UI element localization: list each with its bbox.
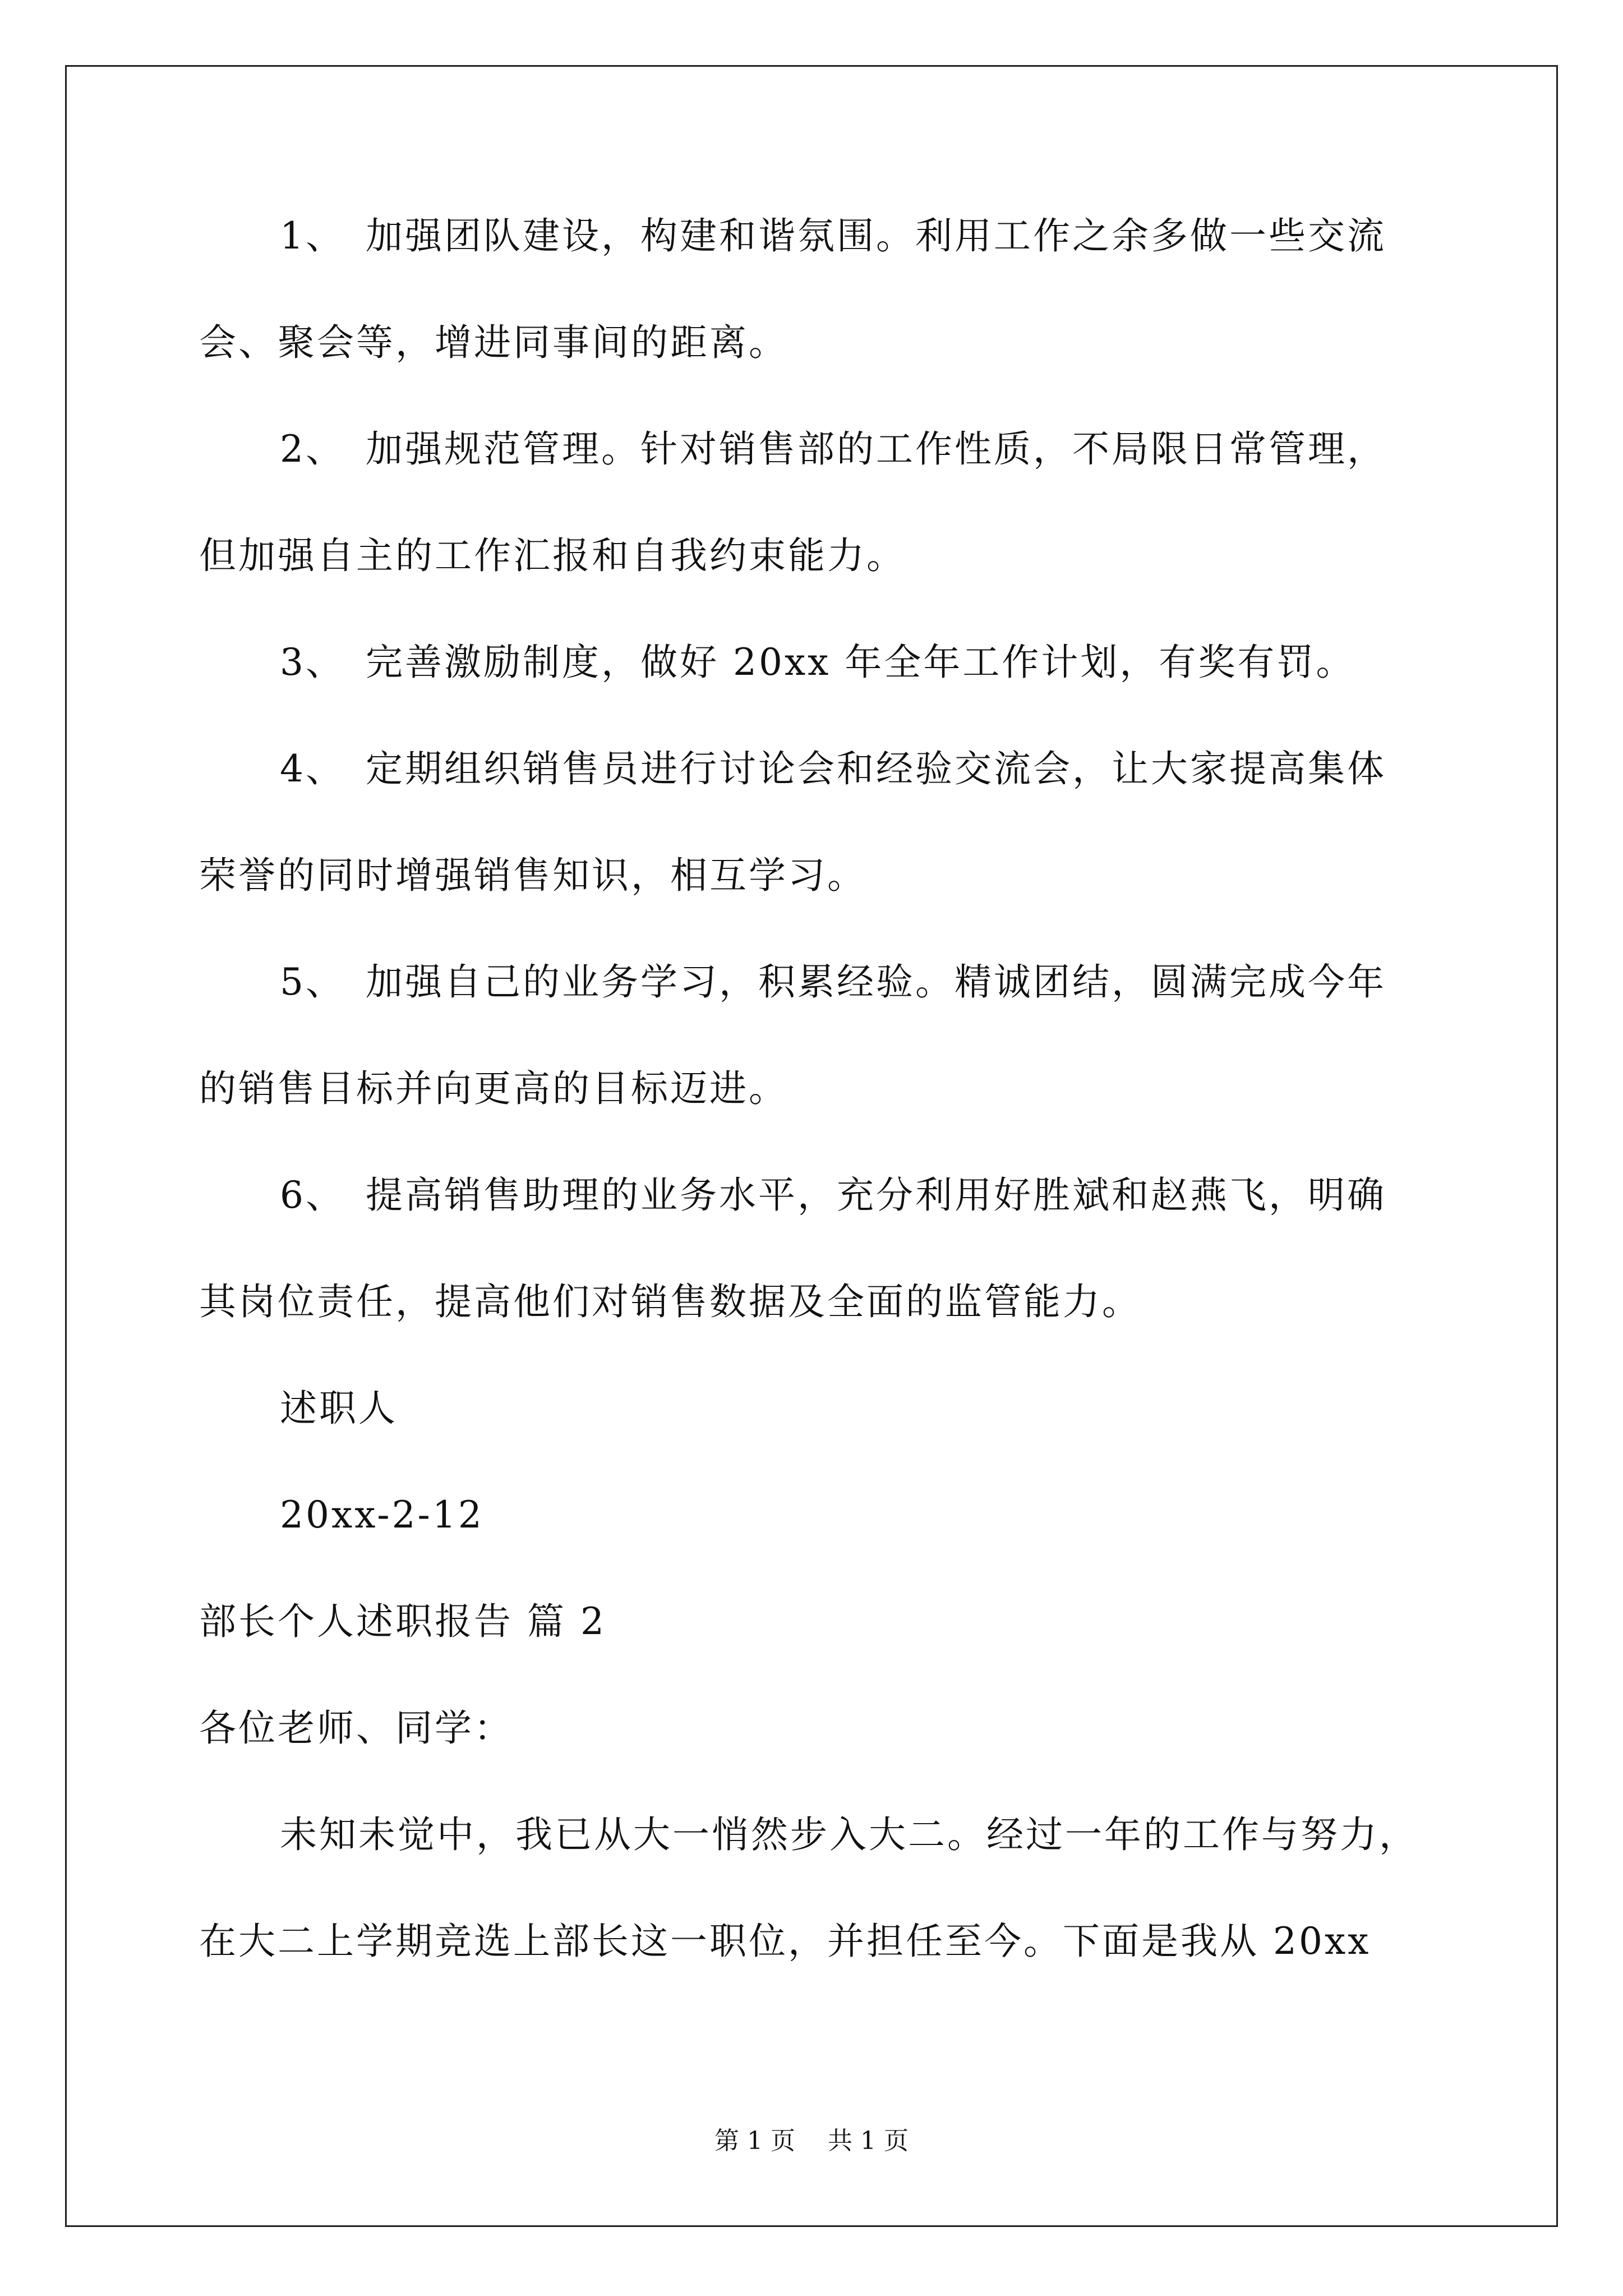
signature-date: 20xx-2-12	[280, 1493, 484, 1536]
paragraph-1-line-1: 1、 加强团队建设，构建和谐氛围。利用工作之余多做一些交流	[280, 214, 1386, 257]
paragraph-5-line-2: 的销售目标并向更高的目标迈进。	[199, 1067, 788, 1110]
paragraph-3-line-1: 3、 完善激励制度，做好 20xx 年全年工作计划，有奖有罚。	[280, 641, 1355, 684]
paragraph-4-line-2: 荣誉的同时增强销售知识，相互学习。	[199, 854, 866, 897]
signature-title: 述职人	[280, 1387, 398, 1430]
paragraph-4-line-1: 4、 定期组织销售员进行讨论会和经验交流会，让大家提高集体	[280, 747, 1386, 790]
paragraph-2-line-1: 2、 加强规范管理。针对销售部的工作性质，不局限日常管理，	[280, 427, 1386, 471]
section-heading: 部长个人述职报告 篇 2	[199, 1600, 606, 1643]
salutation: 各位老师、同学：	[199, 1706, 513, 1750]
page-border	[65, 65, 1558, 2227]
paragraph-1-line-2: 会、聚会等，增进同事间的距离。	[199, 321, 788, 364]
intro-line-2: 在大二上学期竞选上部长这一职位，并担任至今。下面是我从 20xx	[199, 1920, 1371, 1963]
paragraph-5-line-1: 5、 加强自己的业务学习，积累经验。精诚团结，圆满完成今年	[280, 960, 1386, 1004]
page-footer: 第 1 页 共 1 页	[714, 2127, 909, 2155]
paragraph-6-line-2: 其岗位责任，提高他们对销售数据及全面的监管能力。	[199, 1280, 1141, 1323]
intro-line-1: 未知未觉中，我已从大一悄然步入大二。经过一年的工作与努力，	[280, 1813, 1418, 1856]
paragraph-6-line-1: 6、 提高销售助理的业务水平，充分利用好胜斌和赵燕飞，明确	[280, 1174, 1386, 1217]
paragraph-2-line-2: 但加强自主的工作汇报和自我约束能力。	[199, 534, 906, 577]
